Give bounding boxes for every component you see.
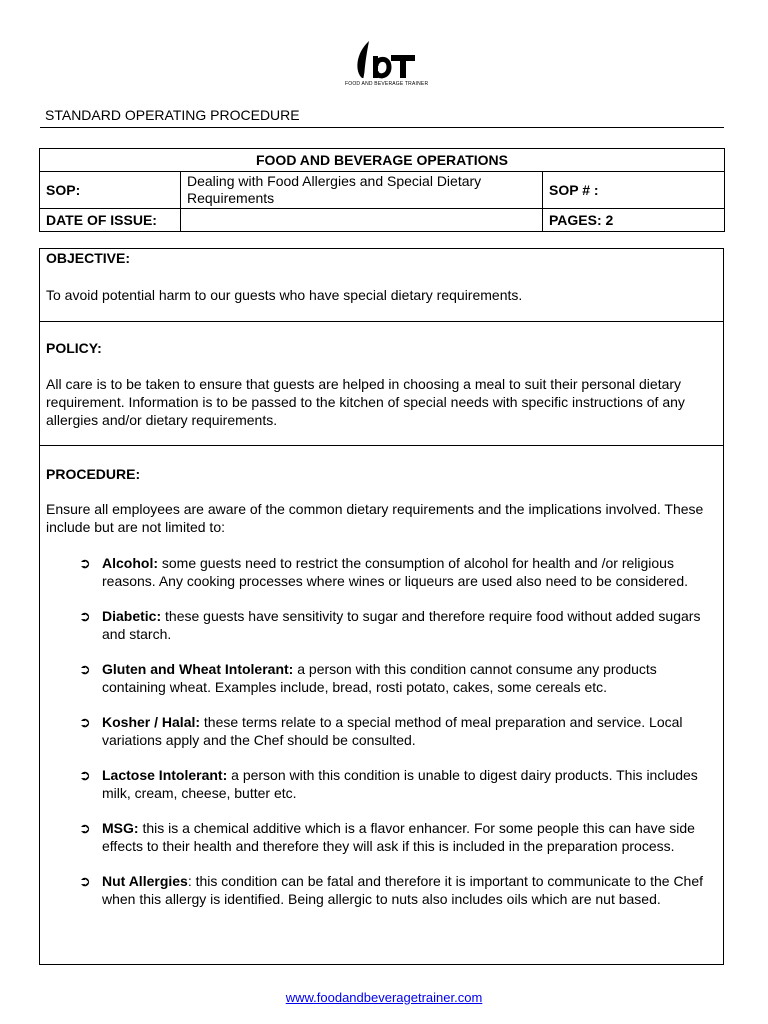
- objective-section: [39, 248, 724, 322]
- sop-label: SOP:: [40, 172, 181, 209]
- objective-heading: OBJECTIVE:: [46, 250, 131, 266]
- arrow-bullet-icon: ➲: [79, 555, 91, 571]
- arrow-bullet-icon: ➲: [79, 873, 91, 889]
- list-item: ➲ Kosher / Halal: these terms relate to a special method of meal preparation and service. Local variations apply and the Chef should be consulted.: [79, 714, 683, 748]
- arrow-bullet-icon: ➲: [79, 608, 91, 624]
- list-item: ➲ MSG: this is a chemical additive which is a flavor enhancer. For some people this can have side effects to their health and therefore they will ask if this is included in the preparation process.: [79, 820, 695, 854]
- policy-section: [39, 321, 724, 446]
- date-of-issue-label: DATE OF ISSUE:: [40, 209, 181, 232]
- heading-divider: [40, 127, 724, 128]
- website-link[interactable]: www.foodandbeveragetrainer.com: [285, 990, 483, 1005]
- policy-text: All care is to be taken to ensure that guests are helped in choosing a meal to suit their personal dietary requirement. Information is to be passed to the kitchen of special needs with specific instructions of any allergies and/or dietary requirements.: [46, 376, 685, 428]
- brand-logo: [345, 38, 429, 90]
- arrow-bullet-icon: ➲: [79, 767, 91, 783]
- list-item: ➲ Gluten and Wheat Intolerant: a person with this condition cannot consume any products containing wheat. Examples include, bread, rosti potato, cakes, some cereals etc.: [79, 661, 657, 695]
- policy-heading: POLICY:: [46, 340, 102, 356]
- objective-text: To avoid potential harm to our guests who have special dietary requirements.: [46, 287, 523, 303]
- arrow-bullet-icon: ➲: [79, 714, 91, 730]
- procedure-heading: PROCEDURE:: [46, 466, 141, 482]
- date-of-issue-value: [181, 209, 543, 232]
- arrow-bullet-icon: ➲: [79, 820, 91, 836]
- sop-info-table: [39, 148, 725, 232]
- sop-number-label: SOP # :: [543, 172, 725, 209]
- procedure-section: [39, 445, 724, 965]
- dietary-requirements-list: [50, 554, 710, 908]
- table-title: FOOD AND BEVERAGE OPERATIONS: [40, 149, 725, 172]
- list-item: ➲ Nut Allergies: this condition can be fatal and therefore it is important to communicate to the Chef when this allergy is identified. Being allergic to nuts also includes oils which are nut based.: [79, 873, 704, 907]
- list-item: ➲ Alcohol: some guests need to restrict the consumption of alcohol for health and /or religious reasons. Any cooking processes where wines or liqueurs are used also need to be considered.: [79, 555, 689, 589]
- list-item: ➲ Diabetic: these guests have sensitivity to sugar and therefore require food without added sugars and starch.: [79, 608, 701, 642]
- document-heading: STANDARD OPERATING PROCEDURE: [45, 107, 300, 123]
- procedure-intro: Ensure all employees are aware of the common dietary requirements and the implications involved. These include but are not limited to:: [46, 501, 704, 535]
- quill-logo-icon: [345, 38, 425, 82]
- logo-subtitle: FOOD AND BEVERAGE TRAINER: [345, 81, 429, 87]
- list-item: ➲ Lactose Intolerant: a person with this condition is unable to digest dairy products. This includes milk, cream, cheese, butter etc.: [79, 767, 698, 801]
- arrow-bullet-icon: ➲: [79, 661, 91, 677]
- pages-label: PAGES: 2: [543, 209, 725, 232]
- sop-value: Dealing with Food Allergies and Special Dietary Requirements: [181, 172, 543, 209]
